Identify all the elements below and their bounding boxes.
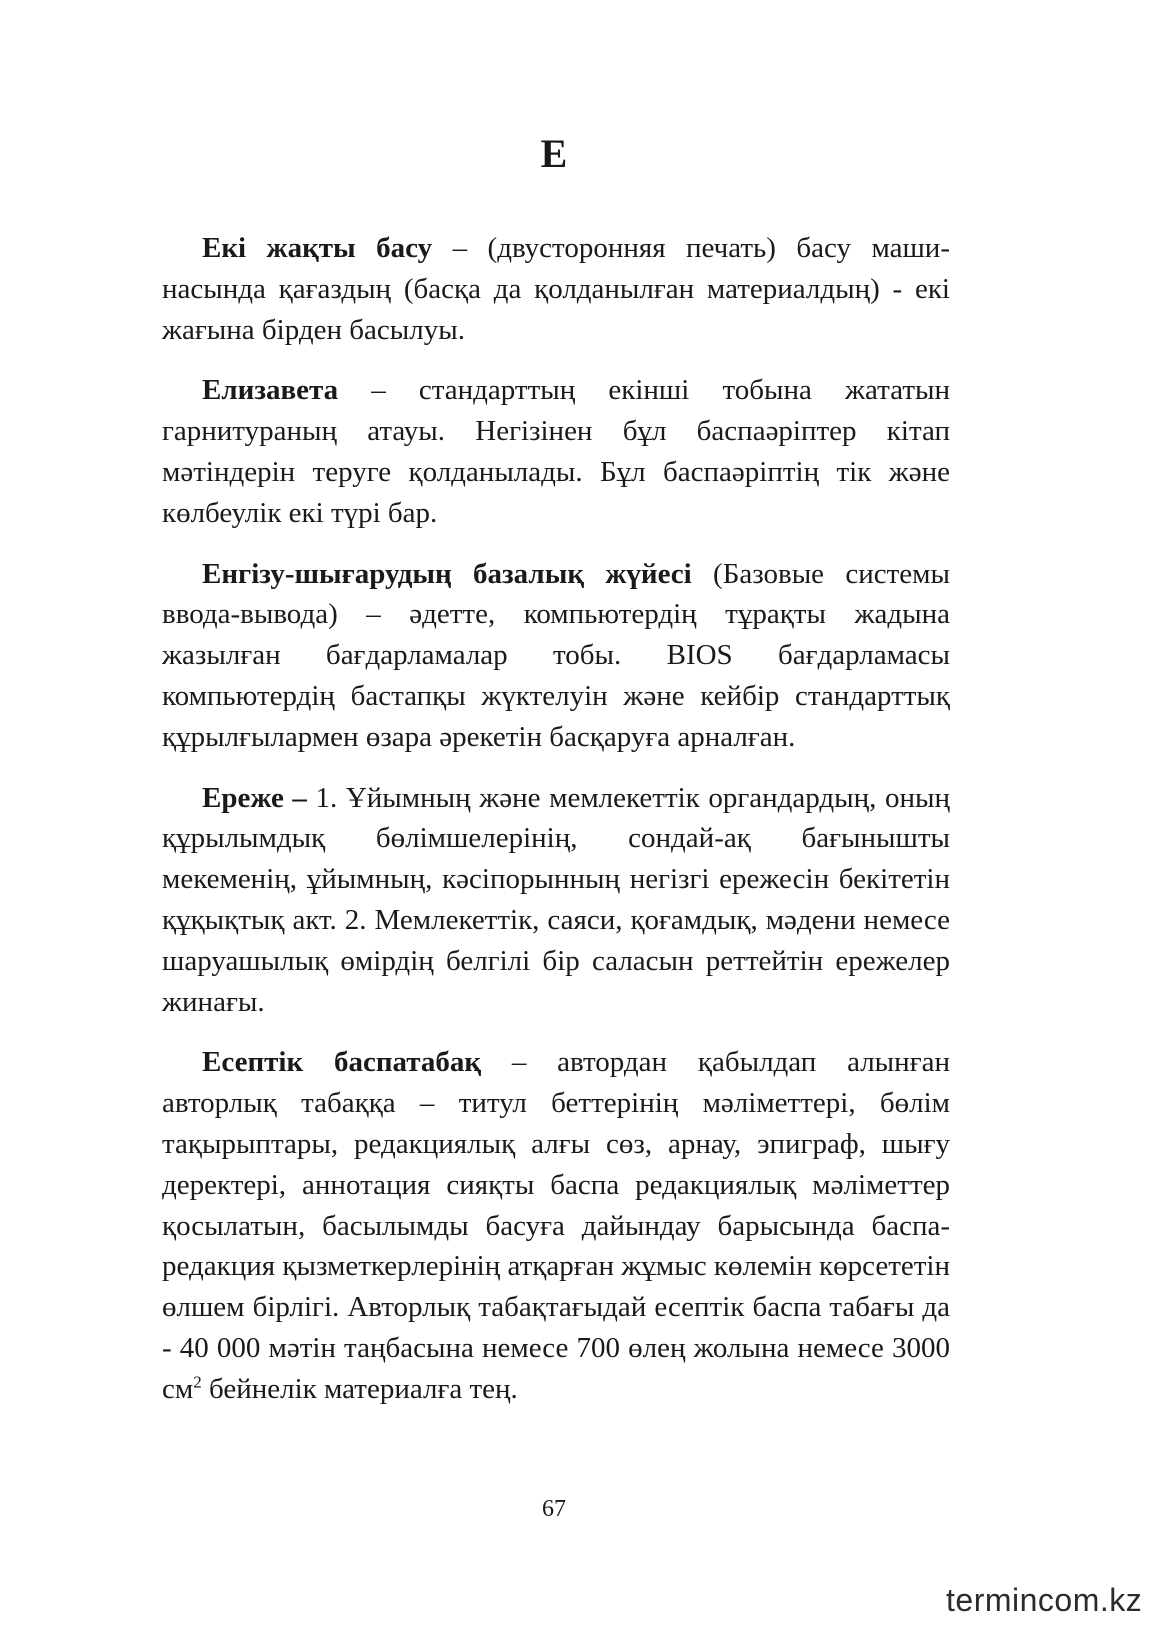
entry-term: Ереже – [202,781,307,814]
entry-definition: – автордан қабылдап алынған авторлық табаққа – титул беттерінің мәліметтері, бөлім тақырыптары, редакциялық алғы сөз, арнау, эпиграф, шығу деректері, аннотация сияқты баспа редакциялық мәліметтер қосылатын, басылымды басуға дайындау барысында баспа-редакция қызметкерлерінің атқарған жұмыс көлемін көрсететін өлшем бірлігі. Авторлық табақтағыдай есептік баспа табағы да - 40 000 мәтін таңбасына немесе 700 өлең жолына немесе 3000 см [162,1046,950,1405]
dictionary-entry [162,778,950,1023]
entry-term: Елизавета [202,374,339,407]
dictionary-entry [162,554,950,758]
entry-term: Енгізу-шығарудың базалық жүйесі [202,557,692,590]
dictionary-entry [162,228,950,350]
dictionary-entry [162,370,950,533]
entry-term: Есептік баспатабақ [202,1046,482,1079]
superscript-2: 2 [193,1372,202,1392]
dictionary-entry [162,1042,950,1409]
dictionary-entries [162,228,950,1430]
entry-term: Екі жақты басу [202,232,433,264]
page-number: 67 [542,1496,566,1522]
entry-definition: (Базовые системы ввода-вывода) – әдетте, компьютердің тұрақты жадына жазылған бағдарламалар тобы. BIOS бағдарламасы компьютердің бастапқы жүктелуін және кейбір стандарттық құрылғылармен өзара әрекетін басқаруға арналған. [162,557,950,753]
entry-definition-tail: бейнелік материалға тең. [201,1372,518,1405]
entry-definition: – (двусторонняя печать) басу машинасында қағаздың (басқа да қолданылған материалдың) - екі жағына бірден басылуы. [162,232,950,346]
entry-definition: – стандарттың екінші тобына жататын гарнитураның атауы. Негізінен бұл баспаәріптер кітап мәтіндерін теруге қолданылады. Бұл баспаәріптің тік және көлбеулік екі түрі бар. [162,374,950,529]
watermark-logo: termincom.kz [946,1582,1143,1618]
entry-definition: 1. Ұйымның және мемлекеттік органдардың, оның құрылымдық бөлімшелерінің, сондай-ақ бағынышты мекеменің, ұйымның, кәсіпорынның негізгі ережесін бекітетін құқықтық акт. 2. Мемлекеттік, саяси, қоғамдық, мәдени немесе шаруашылық өмірдің белгілі бір саласын реттейтін ережелер жинағы. [162,781,950,1018]
section-letter-heading: Е [540,131,568,176]
